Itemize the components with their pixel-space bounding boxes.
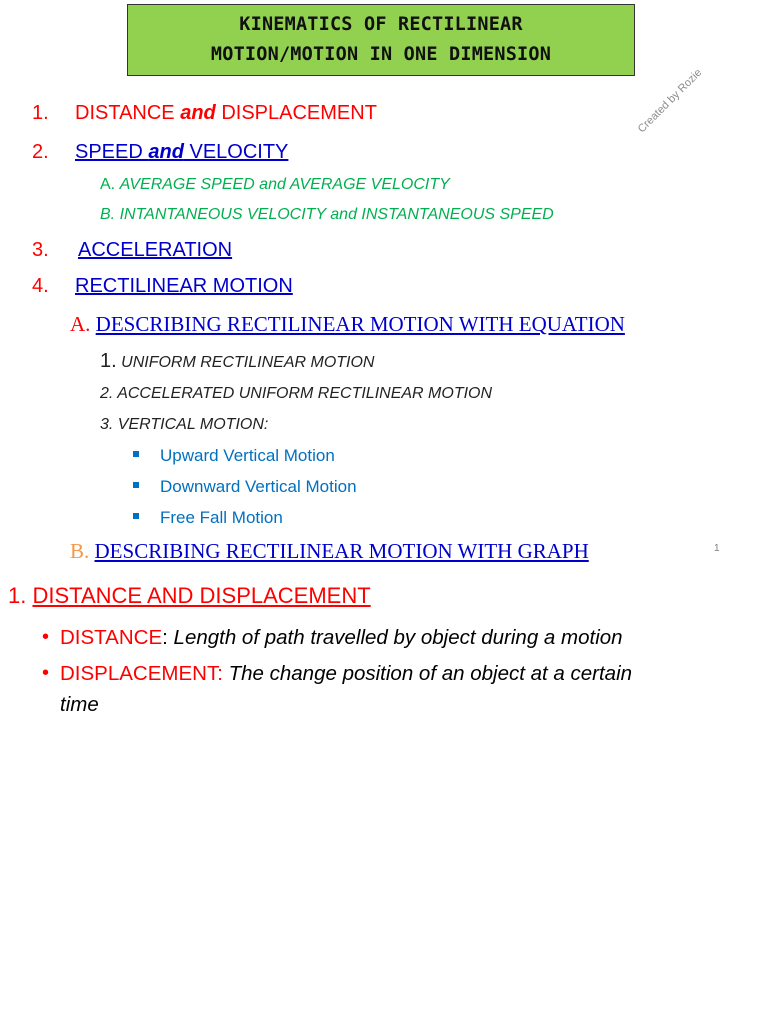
square-bullet-icon (133, 482, 139, 488)
title-line-2: MOTION/MOTION IN ONE DIMENSION (210, 44, 552, 65)
item-2-number: 2. (32, 141, 49, 163)
watermark: Created by Rozie (635, 66, 705, 136)
sub-item-3: 3. VERTICAL MOTION: (100, 416, 269, 433)
item-4-number: 4. (32, 275, 49, 297)
square-bullet-icon (133, 513, 139, 519)
definition-distance: DISTANCE: Length of path travelled by object during a motion (60, 626, 623, 649)
item-2-label: SPEED and VELOCITY (75, 141, 289, 163)
item-3-number: 3. (32, 239, 49, 261)
item-1-number: 1. (32, 102, 49, 124)
title-box (127, 4, 635, 76)
item-4-label: RECTILINEAR MOTION (75, 275, 293, 297)
title-line-1: KINEMATICS OF RECTILINEAR (239, 14, 523, 35)
definition-displacement-cont: time (60, 693, 99, 716)
round-bullet-icon: • (42, 626, 50, 648)
sub-item-1: 1. UNIFORM RECTILINEAR MOTION (100, 350, 375, 372)
bullet-upward: Upward Vertical Motion (160, 446, 335, 465)
section-a-heading: A. DESCRIBING RECTILINEAR MOTION WITH EQUATION (70, 312, 625, 336)
item-3-label: ACCELERATION (78, 239, 233, 261)
bullet-free-fall: Free Fall Motion (160, 508, 283, 527)
item-2-sub-b: B. INTANTANEOUS VELOCITY and INSTANTANEOUS SPEED (100, 206, 554, 223)
section-b-heading: B. DESCRIBING RECTILINEAR MOTION WITH GRAPH (70, 539, 589, 563)
square-bullet-icon (133, 451, 139, 457)
round-bullet-icon: • (42, 662, 50, 684)
item-2-sub-a: A. AVERAGE SPEED and AVERAGE VELOCITY (100, 176, 450, 193)
item-1-label: DISTANCE and DISPLACEMENT (75, 102, 377, 124)
section-heading: 1. DISTANCE AND DISPLACEMENT (8, 583, 371, 608)
page-number: 1 (714, 543, 720, 554)
bullet-downward: Downward Vertical Motion (160, 477, 357, 496)
definition-displacement: DISPLACEMENT: The change position of an object at a certain (60, 662, 633, 685)
sub-item-2: 2. ACCELERATED UNIFORM RECTILINEAR MOTION (100, 385, 493, 402)
